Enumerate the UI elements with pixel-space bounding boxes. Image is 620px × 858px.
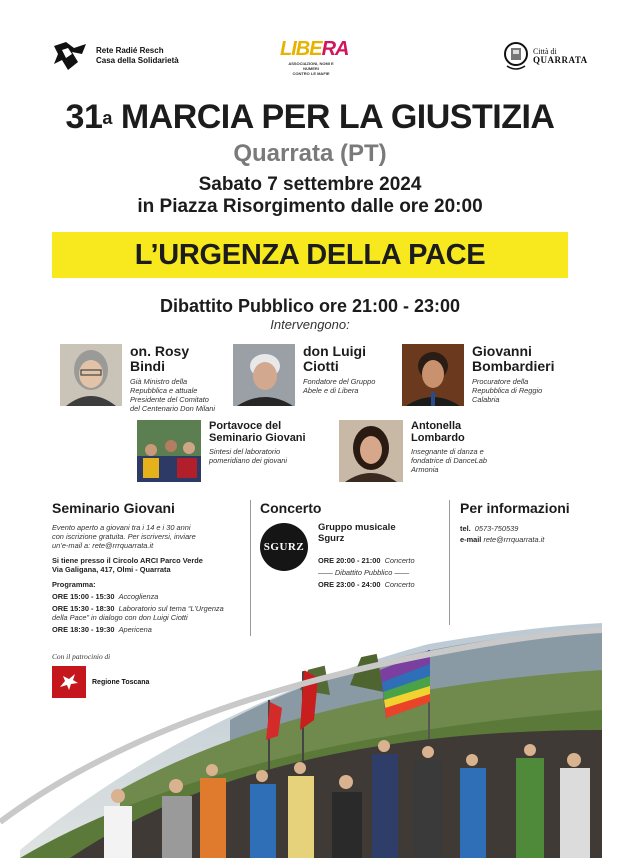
concert-text-2: —— Dibattito Pubblico ——	[318, 568, 410, 577]
speaker-desc-4: del Centenario Don Milani	[130, 404, 216, 413]
city-line1: Città di	[533, 47, 557, 56]
subtitle: Quarrata (PT)	[233, 140, 387, 167]
speaker-name-1: Giovanni	[472, 343, 532, 359]
regione-toscana-logo	[52, 666, 149, 698]
speaker-desc-2: Repubblica e attuale	[130, 386, 198, 395]
city-line2: QUARRATA	[533, 55, 588, 65]
seminario-p3: un’e-mail a: rete@rrrquarrata.it	[52, 541, 154, 550]
seminario-p2: con iscrizione gratuita. Per iscriversi, inviare	[52, 532, 196, 541]
libera-sub2: CONTRO LE MAFIE	[292, 71, 330, 76]
speaker-ciotti	[233, 344, 375, 406]
mail-label: e-mail	[460, 535, 482, 544]
theme-text: L’URGENZA DELLA PACE	[134, 238, 486, 271]
info-column	[460, 500, 570, 544]
debate-title: Dibattito Pubblico ore 21:00 - 23:00	[159, 296, 461, 316]
info-heading: Per informazioni	[460, 500, 570, 516]
patrocinio-label: Con il patrocinio di	[52, 652, 111, 661]
libera-logo	[280, 38, 349, 76]
speaker-bindi	[60, 344, 215, 413]
speaker-photo	[233, 344, 295, 406]
program-time-2: ORE 15:30 - 18:30	[52, 604, 115, 613]
speaker-desc-1: Già Ministro della	[130, 377, 188, 386]
speaker-lombardo	[339, 420, 487, 482]
speaker-photo	[402, 344, 464, 406]
title-suffix: a	[102, 108, 112, 128]
sgurz-logo	[260, 523, 308, 571]
speaker-photo	[339, 420, 403, 482]
speaker-photo	[60, 344, 122, 406]
date-line1: Sabato 7 settembre 2024	[198, 174, 422, 195]
rete-radie-resch-logo	[52, 40, 179, 72]
concert-text-1: Concerto	[384, 556, 415, 565]
program-time-1: ORE 15:00 - 15:30	[52, 592, 115, 601]
speaker-desc-2: Repubblica di Reggio	[472, 386, 543, 395]
speaker-desc-1: Fondatore del Gruppo	[303, 377, 376, 386]
speaker-portavoce	[137, 420, 306, 482]
org-left-line1: Rete Radié Resch	[96, 46, 164, 55]
speaker-name-1: don Luigi	[303, 343, 366, 359]
march-photo	[0, 600, 620, 858]
band-line2: Sgurz	[318, 533, 345, 544]
program-text-2: Laboratorio sul tema “L’Urgenza	[118, 604, 224, 613]
org-left-line2: Casa della Solidarietà	[96, 56, 179, 65]
speaker-desc-2: Abele e di Libera	[303, 386, 359, 395]
program-text-1: Accoglienza	[118, 592, 159, 601]
concerto-column	[260, 500, 440, 589]
sgurz-logo-text: SGURZ	[263, 541, 305, 553]
city-crest-icon	[503, 40, 529, 72]
libera-brand-a: LIBE	[280, 38, 322, 60]
comune-quarrata-logo	[503, 40, 588, 72]
mail-value: rete@rrrquarrata.it	[483, 535, 545, 544]
speaker-name-1: Portavoce del	[209, 420, 282, 432]
speaker-name-2: Ciotti	[303, 358, 339, 374]
speaker-name-2: Lombardo	[411, 432, 465, 444]
speaker-desc-3: Calabria	[472, 395, 500, 404]
theme-banner	[52, 232, 568, 278]
libera-brand-b: RA	[321, 38, 349, 60]
speaker-desc-3: Presidente del Comitato	[130, 395, 209, 404]
program-text-2b: della Pace” in dialogo con don Luigi Ciotti	[52, 613, 188, 622]
seminario-heading: Seminario Giovani	[52, 500, 175, 516]
concert-text-3: Concerto	[384, 580, 415, 589]
tel-label: tel.	[460, 524, 471, 533]
speaker-desc-1: Insegnante di danza e	[411, 447, 484, 456]
title-number: 31	[65, 98, 103, 136]
seminario-venue2: Via Galigana, 417, Olmi - Quarrata	[52, 565, 171, 574]
speaker-name-1: Antonella	[411, 420, 462, 432]
concerto-heading: Concerto	[260, 500, 322, 516]
concert-time-3: ORE 23:00 - 24:00	[318, 580, 381, 589]
speaker-desc-2: fondatrice di DanceLab	[411, 456, 488, 465]
tel-value: 0573-750539	[474, 524, 519, 533]
event-date	[0, 174, 620, 218]
seminario-p1: Evento aperto a giovani tra i 14 e i 30 anni	[52, 523, 191, 532]
title-main: MARCIA PER LA GIUSTIZIA	[120, 98, 555, 136]
speaker-desc-1: Sintesi del laboratorio	[209, 447, 281, 456]
speaker-desc-3: Armonia	[411, 465, 439, 474]
main-title	[0, 98, 620, 137]
pegasus-flag-icon	[52, 666, 86, 698]
speaker-desc-2: pomeridiano dei giovani	[209, 456, 288, 465]
rete-radie-resch-icon	[52, 40, 88, 72]
band-line1: Gruppo musicale	[318, 522, 396, 533]
concert-time-1: ORE 20:00 - 21:00	[318, 556, 381, 565]
date-line2: in Piazza Risorgimento dalle ore 20:00	[137, 196, 483, 217]
program-label: Programma:	[52, 580, 96, 589]
libera-sub1: ASSOCIAZIONI, NOMI E NUMERI	[288, 61, 334, 71]
speaker-bombardieri	[402, 344, 554, 406]
region-name: Regione Toscana	[92, 678, 150, 686]
speakers-intro: Intervengono:	[270, 317, 350, 332]
column-divider	[250, 500, 251, 636]
seminario-column	[52, 500, 242, 634]
program-time-3: ORE 18:30 - 19:30	[52, 625, 115, 634]
speaker-name-2: Bindi	[130, 358, 165, 374]
speaker-name-2: Bombardieri	[472, 358, 555, 374]
speaker-name-1: on. Rosy	[130, 343, 190, 359]
program-text-3: Apericena	[118, 625, 152, 634]
speaker-name-2: Seminario Giovani	[209, 432, 306, 444]
speaker-photo	[137, 420, 201, 482]
speaker-desc-1: Procuratore della	[472, 377, 529, 386]
seminario-venue1: Si tiene presso il Circolo ARCI Parco Verde	[52, 556, 203, 565]
